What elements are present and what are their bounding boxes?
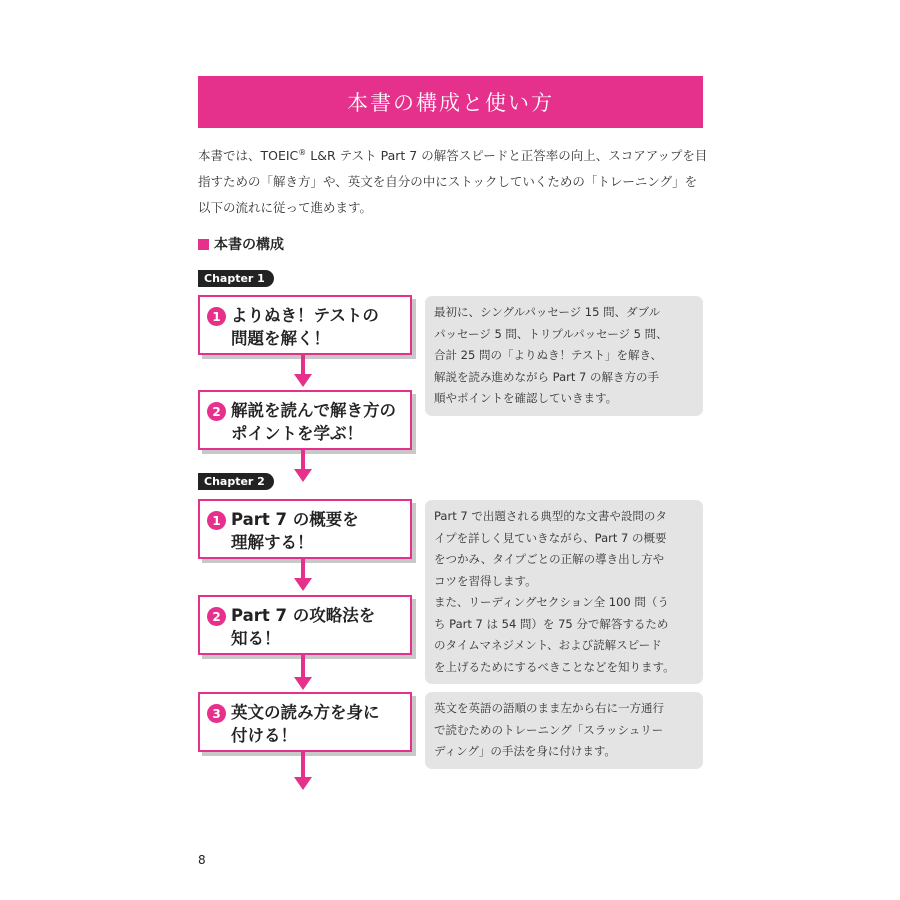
page-title-banner [198, 76, 703, 128]
step-number-badge: 3 [207, 704, 226, 723]
section-heading-text: 本書の構成 [214, 237, 284, 253]
registered-mark: ® [298, 147, 307, 157]
step-label: 英文の読み方を身に 付ける！ [231, 703, 380, 745]
chapter-label-1: Chapter 1 [198, 270, 274, 287]
step-label: Part 7 の攻略法を 知る！ [231, 606, 376, 648]
section-heading [198, 234, 284, 254]
chapter2-reading-description: 英文を英語の語順のまま左から右に一方通行 で読むためのトレーニング「スラッシュリー ディング」の手法を身に付けます。 [425, 692, 703, 769]
step-number-badge: 1 [207, 307, 226, 326]
step-label: Part 7 の概要を 理解する！ [231, 510, 359, 552]
page-title: 本書の構成と使い方 [347, 91, 554, 115]
step-label: よりぬき！テストの 問題を解く！ [231, 306, 379, 348]
intro-text-part2: L&R テスト Part 7 の解答スピードと正答率の向上、スコアアップを目指すための「解き方」や、英文を自分の中にストックしていくための「トレーニング」を以下の流れに従って進めます。 [198, 148, 708, 215]
step-number-badge: 1 [207, 511, 226, 530]
page-number: 8 [198, 853, 206, 867]
step-number-badge: 2 [207, 607, 226, 626]
chapter1-step-1 [198, 295, 412, 355]
intro-paragraph [198, 143, 708, 221]
intro-text-part1: 本書では、TOEIC [198, 148, 299, 163]
chapter2-description: Part 7 で出題される典型的な文書や設問のタ イプを詳しく見ていきながら、Part 7 の概要 をつかみ、タイプごとの正解の導き出し方や コツを習得します。 また、リーディングセクション全 100 問（う ち Part 7 は 54 問）を 75 分で解答するため のタイムマネジメント、および読解スピード を上げるためにするべきことなどを知ります。 [425, 500, 703, 684]
square-bullet-icon [198, 239, 209, 250]
chapter2-step-3 [198, 692, 412, 752]
chapter1-description: 最初に、シングルパッセージ 15 問、ダブル パッセージ 5 問、トリプルパッセージ 5 問、 合計 25 問の「よりぬき！テスト」を解き、 解説を読み進めながら Part 7 の解き方の手 順やポイントを確認していきます。 [425, 296, 703, 416]
chapter2-step-1 [198, 499, 412, 559]
chapter1-step-2 [198, 390, 412, 450]
step-label: 解説を読んで解き方の ポイントを学ぶ！ [231, 401, 396, 443]
step-number-badge: 2 [207, 402, 226, 421]
chapter-label-2: Chapter 2 [198, 473, 274, 490]
chapter2-step-2 [198, 595, 412, 655]
